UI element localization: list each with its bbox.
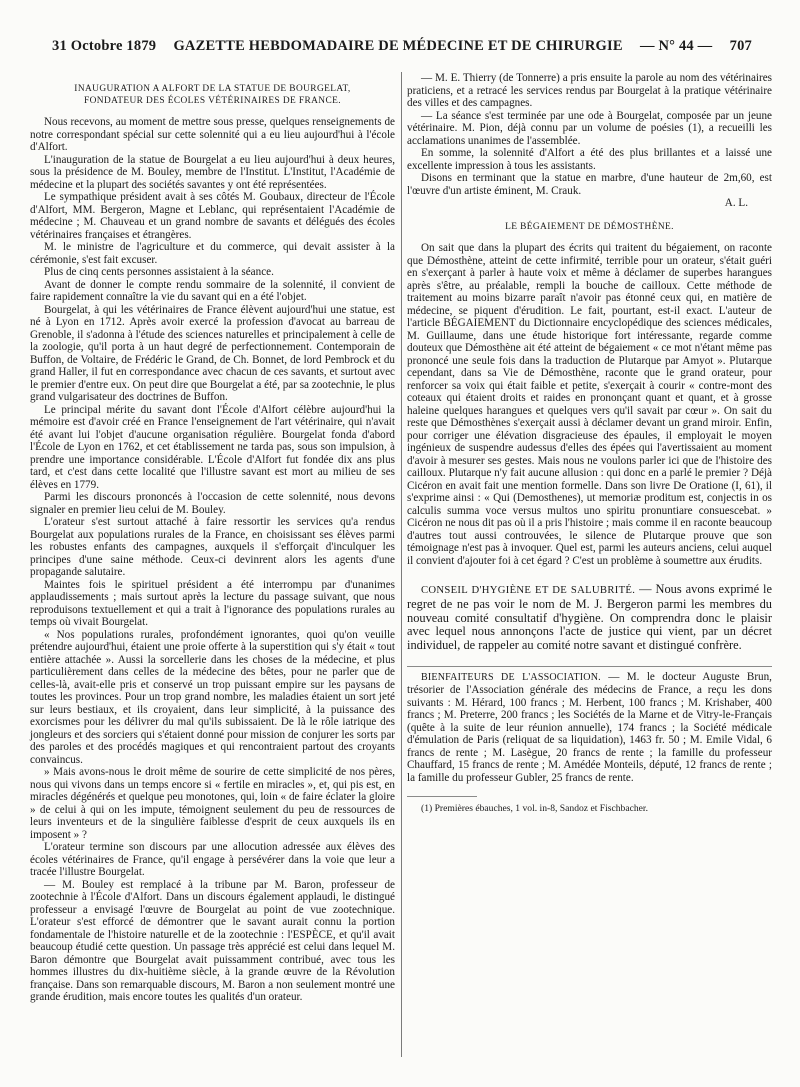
article-paragraph: Disons en terminant que la statue en marbre, d'une hauteur de 2m,60, est l'œuvre d'un artiste éminent, M. Crauk. — [407, 172, 772, 197]
article-paragraph: » Mais avons-nous le droit même de sourire de cette simplicité de nos pères, nous qui vivons dans un temps encore si « fertile en miracles », et, qui pis est, en miracles dégénérés et quelque peu monotones, qui, loin « de faire éclater la gloire » de celui à qui on les impute, témoignent seulement du peu de ressources de leurs inventeurs et de la singulière faiblesse d'esprit de ceux auxquels ils en imposent » ? — [30, 766, 395, 841]
article-paragraph: On sait que dans la plupart des écrits qui traitent du bégaiement, on raconte que Démosthène, atteint de cette infirmité, terrible pour un orateur, s'était guéri en s'exerçant à parler à haute voix et même à déclamer de superbes harangues après s'être, au préalable, rempli la bouche de cailloux. Cette méthode de traitement au moins bizarre paraît n'avoir pas étonné ceux qui, en matière de médecine, se piquent d'érudition. Le fait, pourtant, est-il exact. L'auteur de l'article BÉGAIEMENT du Dictionnaire encyclopédique des sciences médicales, M. Guillaume, dans une étude historique fort intéressante, regarde comme douteux que Démosthène ait été atteint de bégaiement « ce mot n'étant même pas prononcé une seule fois dans la traduction de Plutarque par Amyot ». Plutarque cependant, dans sa Vie de Démosthène, raconte que le grand orateur, pour renforcer sa voix qui était faible et petite, s'exerçait à courir « contre-mont des coteaux qui étaient droits et raides en prononçant quant et quant, et à grosse haleine quelques harangues et quelques vers qu'il savait par cœur ». On sait du reste que Démosthènes s'exerçait aussi à déclamer devant un grand miroir. Enfin, pour corriger une élévation disgracieuse des épaules, il employait le moyen ingénieux de suspendre audessus d'elles des épées qui l'avertissaient au moment d'avoir à mesurer ses gestes. Mais nous ne voulons parler ici que de l'histoire des cailloux. Plutarque n'y fait aucune allusion : qui donc en a parlé le premier ? Déjà Cicéron en avait fait une mention formelle. Dans son livre De Oratione (I, 61), il s'exprime ainsi : « Qui (Demosthenes), ut memoriæ proditum est, conjectis in os calculis summa voce versus multos uno spiritu pronuntiare consuescebat. » Cicéron ne nous dit pas où il a pris l'histoire ; mais comme il en raconte beaucoup d'autres tout aussi controuvées, le silence de Plutarque prouve que son témoignage n'est pas à invoquer. Quel est, parmi les auteurs anciens, celui auquel il convient d'ajouter foi à cet égard ? C'est un problème à soumettre aux érudits. — [407, 242, 772, 567]
header-issue-number: — N° 44 — — [639, 38, 713, 54]
article-paragraph: L'inauguration de la statue de Bourgelat a eu lieu aujourd'hui à deux heures, sous la présidence de M. Bouley, membre de l'Institut. L'Institut, l'Académie de médecine et la plupart des sociétés savantes y ont été représentées. — [30, 153, 395, 191]
begaiement-title: LE BÉGAIEMENT DE DÉMOSTHÈNE. — [505, 221, 674, 232]
article-paragraph: M. le ministre de l'agriculture et du commerce, qui devait assister à la cérémonie, s'est fait excuser. — [30, 241, 395, 266]
right-column — [407, 72, 772, 1072]
bienfaiteurs-text: — M. le docteur Auguste Brun, trésorier de l'Association générale des médecins de France, a reçu les dons suivants : M. Hérard, 100 francs ; M. Herbent, 100 francs ; M. Krishaber, 400 francs ; M. Preterre, 200 francs ; les Sociétés de la Marne et de Vitry-le-Français (quête à la suite de leur réunion annuelle), 174 francs ; la Société médicale d'émulation de Paris (reliquat de sa liquidation), 1463 fr. 50 ; M. Emile Vidal, 6 francs de rente ; M. Lasègue, 20 francs de rente ; la famille du professeur Chauffard, 15 francs de rente ; M. Amédée Monteils, député, 12 francs de rente ; la famille du professeur Gubler, 25 francs de rente. — [407, 670, 772, 784]
footnote: (1) Premières ébauches, 1 vol. in-8, Sandoz et Fischbacher. — [421, 803, 648, 815]
conseil-lead: CONSEIL D'HYGIÈNE ET DE SALUBRITÉ. — [421, 585, 636, 596]
inauguration-title-line2: FONDATEUR DES ÉCOLES VÉTÉRINAIRES DE FRANCE. — [83, 95, 342, 106]
inauguration-title-line1: INAUGURATION A ALFORT DE LA STATUE DE BOURGELAT, — [74, 84, 351, 94]
article-paragraph: Avant de donner le compte rendu sommaire de la solennité, il convient de faire rapidement connaître la vie du savant qui en a été l'objet. — [30, 278, 395, 303]
article-paragraph: Le sympathique président avait à ses côtés M. Goubaux, directeur de l'École d'Alfort, MM. Bergeron, Magne et Leblanc, qui représentaient l'Académie de médecine ; M. Chauveau et un grand nombre de savants et délégués des écoles vétérinaires françaises et étrangères. — [30, 191, 395, 241]
header-page-number: 707 — [729, 38, 752, 54]
conseil-hygiene-notice — [407, 579, 772, 653]
article-paragraph: Le principal mérite du savant dont l'École d'Alfort célèbre aujourd'hui la mémoire est d'avoir créé en France l'enseignement de l'art vétérinaire, qui n'avait été avant lui l'objet d'aucune organisation régulière. Bourgelat fonda d'abord l'École de Lyon en 1762, et cet établissement ne tarda pas, sous son impulsion, à prendre une importance considérable. L'École d'Alfort fut fondée dix ans plus tard, et c'est dans cette localité que l'illustre savant est mort au milieu de ses élèves en 1779. — [30, 403, 395, 491]
article-paragraph: Nous recevons, au moment de mettre sous presse, quelques renseignements de notre correspondant spécial sur cette solennité qui a eu lieu aujourd'hui à l'école d'Alfort. — [30, 116, 395, 153]
header-journal-title: GAZETTE HEBDOMADAIRE DE MÉDECINE ET DE CHIRURGIE — [173, 38, 623, 54]
inauguration-title — [30, 84, 395, 107]
left-column — [30, 72, 395, 1072]
header-date: 31 Octobre 1879 — [52, 38, 157, 54]
bienfaiteurs-lead: BIENFAITEURS DE L'ASSOCIATION. — [421, 671, 601, 683]
conseil-text: — Nous avons exprimé le regret de ne pas voir le nom de M. J. Bergeron parmi les membres du nouveau comité consultatif d'hygiène. On comprendra donc le plaisir avec lequel nous annonçons l'acte de justice qui vient, par un décret individuel, de rappeler au comité notre savant et distingué confrère. — [407, 582, 772, 653]
bienfaiteurs-notice — [407, 666, 772, 785]
article-paragraph: L'orateur s'est surtout attaché à faire ressortir les services qu'a rendus Bourgelat aux populations rurales de la France, en choisissant ses élèves parmi les robustes enfants des campagnes, auxquels il s'efforçait d'inculquer les principes d'une saine méthode. Ceux-ci devinrent alors les agents d'une propagande salutaire. — [30, 516, 395, 578]
article-signature: A. L. — [724, 197, 748, 209]
column-divider — [401, 72, 402, 1057]
article-paragraph: — M. E. Thierry (de Tonnerre) a pris ensuite la parole au nom des vétérinaires praticiens, et a retracé les services rendus par Bourgelat à la pratique vétérinaire des villes et des campagnes. — [407, 72, 772, 109]
article-paragraph: Plus de cinq cents personnes assistaient à la séance. — [44, 266, 274, 278]
article-paragraph: En somme, la solennité d'Alfort a été des plus brillantes et a laissé une excellente impression à tous les assistants. — [407, 147, 772, 172]
footnote-divider — [407, 796, 477, 797]
article-paragraph: « Nos populations rurales, profondément ignorantes, quoi qu'on veuille prétendre aujourd'hui, étaient une proie offerte à la superstition qui s'y était « tout entière attachée ». Aussi la sorcellerie dans les choses de la médecine, et plus particulièrement dans celles de la médecine des bêtes, pour ne parler que de celles-là, avait-elle pris et conservé un trop puissant empire sur les paysans de toutes les provinces. Pour un trop grand nombre, les maladies étaient un sort jeté sur leurs bestiaux, et ils croyaient, dans leur simplicité, à la puissance des exorcismes pour les délivrer du mal qu'ils subissaient. De là le rôle iatrique des jongleurs et des sorciers qui s'étaient donné pour mission de conjurer les sorts par des paroles et des procédés magiques et qui rencontraient partout des croyants convaincus. — [30, 628, 395, 766]
article-paragraph: Maintes fois le spirituel président a été interrompu par d'unanimes applaudissements ; mais surtout après la lecture du passage suivant, que nous reproduisons textuellement et qui a trait à l'ignorance des populations rurales au temps où vivait Bourgelat. — [30, 578, 395, 628]
article-paragraph: — M. Bouley est remplacé à la tribune par M. Baron, professeur de zootechnie à l'École d'Alfort. Dans un discours également applaudi, le distingué professeur a envisagé l'œuvre de Bourgelat au point de vue zootechnique. L'orateur s'est efforcé de démontrer que le savant aurait connu la portion fondamentale de l'histoire naturelle et de la zootechnie : l'ESPÈCE, et qu'il avait beaucoup étudié cette question. Un passage très apprécié est celui dans lequel M. Baron démontre que Bourgelat avait puissamment contribué, avec tous les hommes illustres du dix-huitième siècle, à la grande œuvre de la Révolution française. Dans son remarquable discours, M. Baron a non seulement montré une grande érudition, mais encore toutes les qualités d'un orateur. — [30, 878, 395, 1003]
article-paragraph: Parmi les discours prononcés à l'occasion de cette solennité, nous devons signaler en premier lieu celui de M. Bouley. — [30, 491, 395, 516]
article-paragraph: — La séance s'est terminée par une ode à Bourgelat, composée par un jeune vétérinaire. M. Pion, déjà connu par un volume de poésies (1), a recueilli les acclamations unanimes de l'assemblée. — [407, 109, 772, 147]
article-paragraph: Bourgelat, à qui les vétérinaires de France élèvent aujourd'hui une statue, est né à Lyon en 1712. Après avoir exercé la profession d'avocat au barreau de Grenoble, il s'adonna à l'étude des sciences naturelles et principalement à celle de la zoologie, qu'il porta à un haut degré de perfectionnement. Contemporain de Buffon, de Voltaire, de Frédéric le Grand, de Ch. Bonnet, de lord Pembrock et du grand Haller, il fut en correspondance avec chacun de ces savants, et surtout avec le premier d'entre eux. On peut dire que Bourgelat a été, par sa zootechnie, le plus grand vulgarisateur des doctrines de Buffon. — [30, 303, 395, 403]
page-header — [52, 38, 752, 60]
article-paragraph: L'orateur termine son discours par une allocution adressée aux élèves des écoles vétérinaires de France, qu'il engage à persévérer dans la voie que leur a tracée l'illustre Bourgelat. — [30, 841, 395, 878]
